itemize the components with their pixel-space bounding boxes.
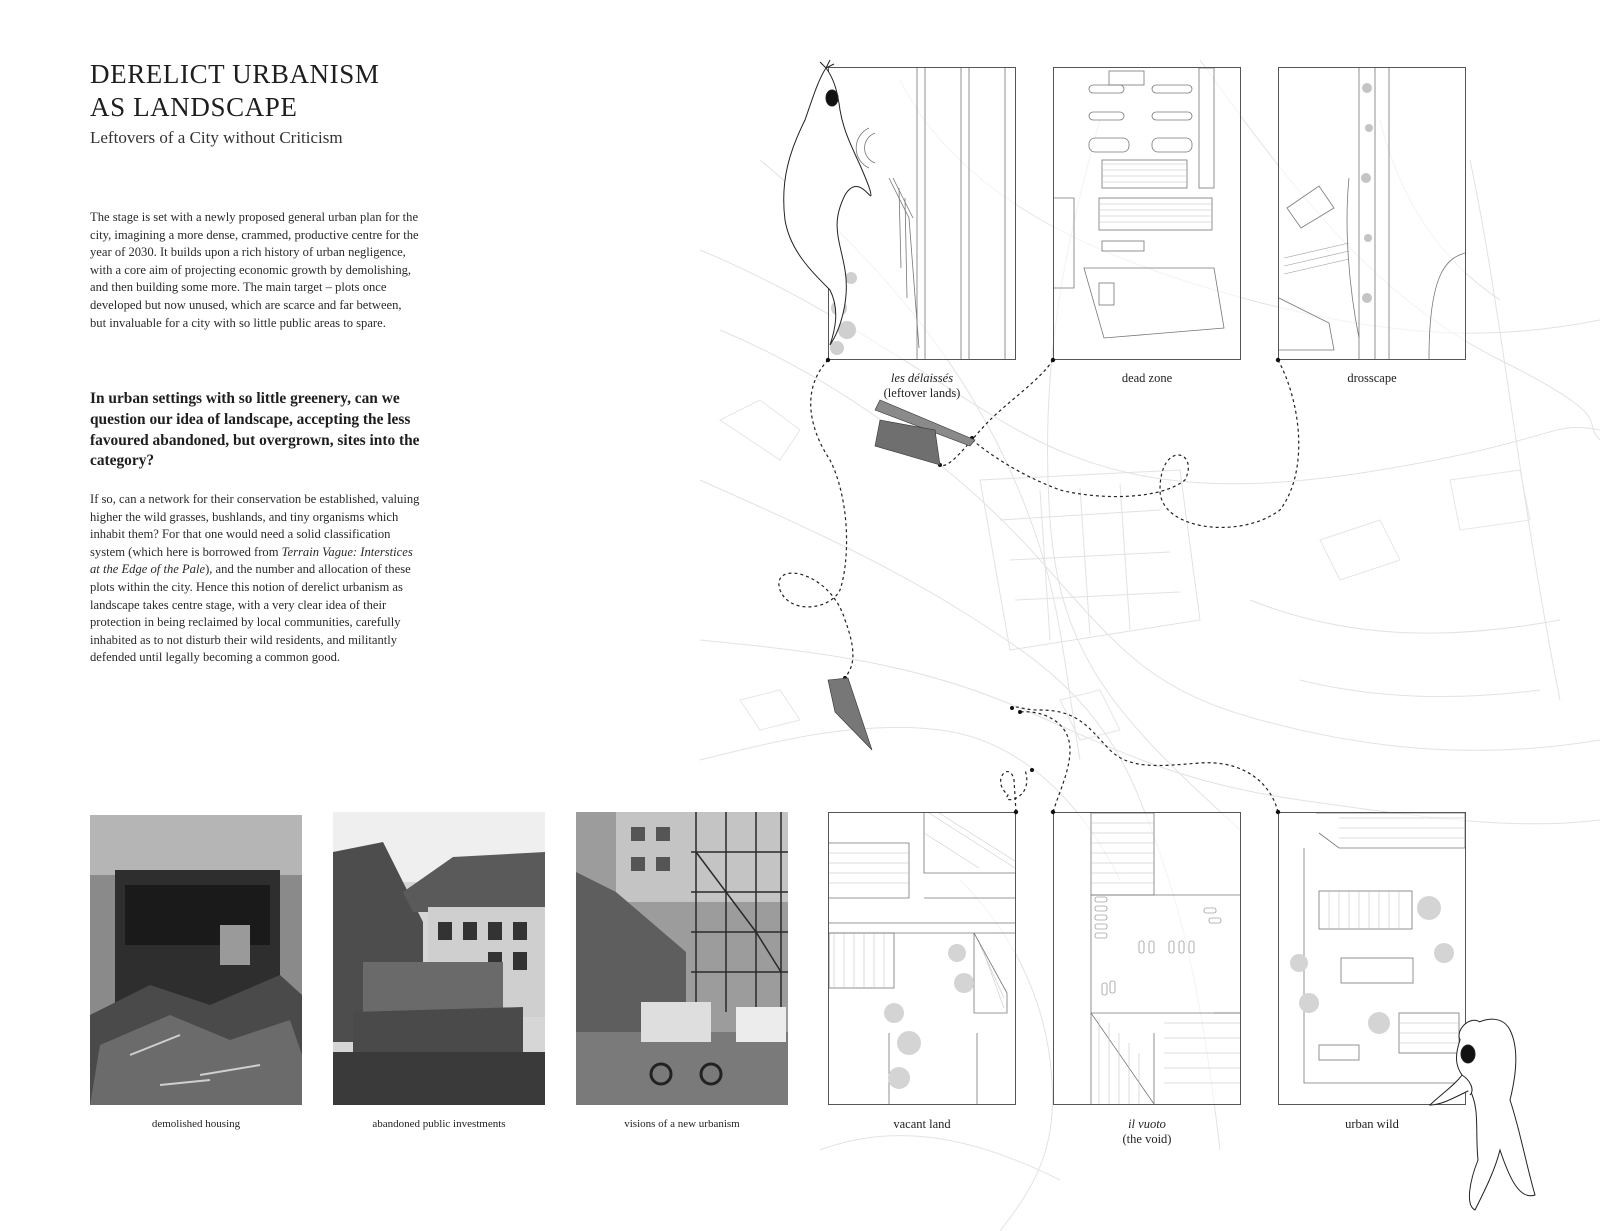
- page-title: [90, 58, 379, 124]
- caption-dead-zone: dead zone: [1121, 371, 1173, 385]
- caption-vacant-land: vacant land: [893, 1117, 951, 1131]
- book-title: Terrain Vague: Interstices at the Edge of the Pale: [90, 544, 413, 577]
- plan-il-vuoto: [1053, 812, 1241, 1105]
- photo-visions-of-new-urbanism: [576, 812, 788, 1105]
- photo-demolished-housing: [90, 815, 302, 1105]
- caption-drosscape: drosscape: [1347, 371, 1397, 385]
- caption-il-vuoto-italic: il vuoto: [1128, 1117, 1166, 1131]
- caption-les-delaisses-italic: les délaissés: [890, 371, 954, 385]
- body-paragraph: [90, 491, 420, 667]
- photo-abandoned-public-investments: [333, 812, 545, 1105]
- plan-vacant-land: [828, 812, 1016, 1105]
- caption-demolished-housing: demolished housing: [151, 1118, 241, 1130]
- body-text-part-1: If so, can a network for their conservation be established, valuing higher the wild grasses, bushlands, and tiny organisms which inhabit them? For that one would need a solid classification system (which here is borrowed from: [90, 492, 420, 559]
- plan-les-delaisses: [828, 67, 1016, 360]
- body-text-part-2: ), and the number and allocation of these plots within the city. Hence this notion of derelict urbanism as landscape takes centre stage, with a very clear idea of their protection in being reclaimed by local communities, carefully inhabited as to not disturb their wild residents, and militantly defended until legally becoming a common good.: [90, 562, 411, 665]
- title-line-1: DERELICT URBANISM: [90, 59, 380, 89]
- plan-drosscape: [1278, 67, 1466, 360]
- intro-paragraph: The stage is set with a newly proposed general urban plan for the city, imagining a more dense, crammed, productive centre for the year of 2030. It builds upon a rich history of urban negligence, with a core aim of projecting economic growth by demolishing, and then building some more. The main target – plots once developed but now unused, which are scarce and far between, but invaluable for a city with so little public areas to spare.: [90, 210, 419, 330]
- page-subtitle: Leftovers of a City without Criticism: [90, 128, 343, 147]
- research-question: In urban settings with so little greenery, can we question our idea of landscape, accepting the less favoured abandoned, but overgrown, sites into the category?: [90, 390, 420, 470]
- caption-les-delaisses-plain: (leftover lands): [883, 386, 961, 400]
- caption-urban-wild: urban wild: [1345, 1117, 1399, 1131]
- caption-les-delaisses: [827, 371, 1017, 401]
- plan-dead-zone: [1053, 67, 1241, 360]
- caption-visions-of-new-urbanism: visions of a new urbanism: [624, 1118, 740, 1130]
- plan-urban-wild: [1278, 812, 1466, 1105]
- title-line-2: AS LANDSCAPE: [90, 92, 298, 122]
- caption-il-vuoto-plain: (the void): [1122, 1132, 1172, 1146]
- caption-il-vuoto: [1052, 1117, 1242, 1147]
- caption-abandoned-public-investments: abandoned public investments: [372, 1118, 506, 1130]
